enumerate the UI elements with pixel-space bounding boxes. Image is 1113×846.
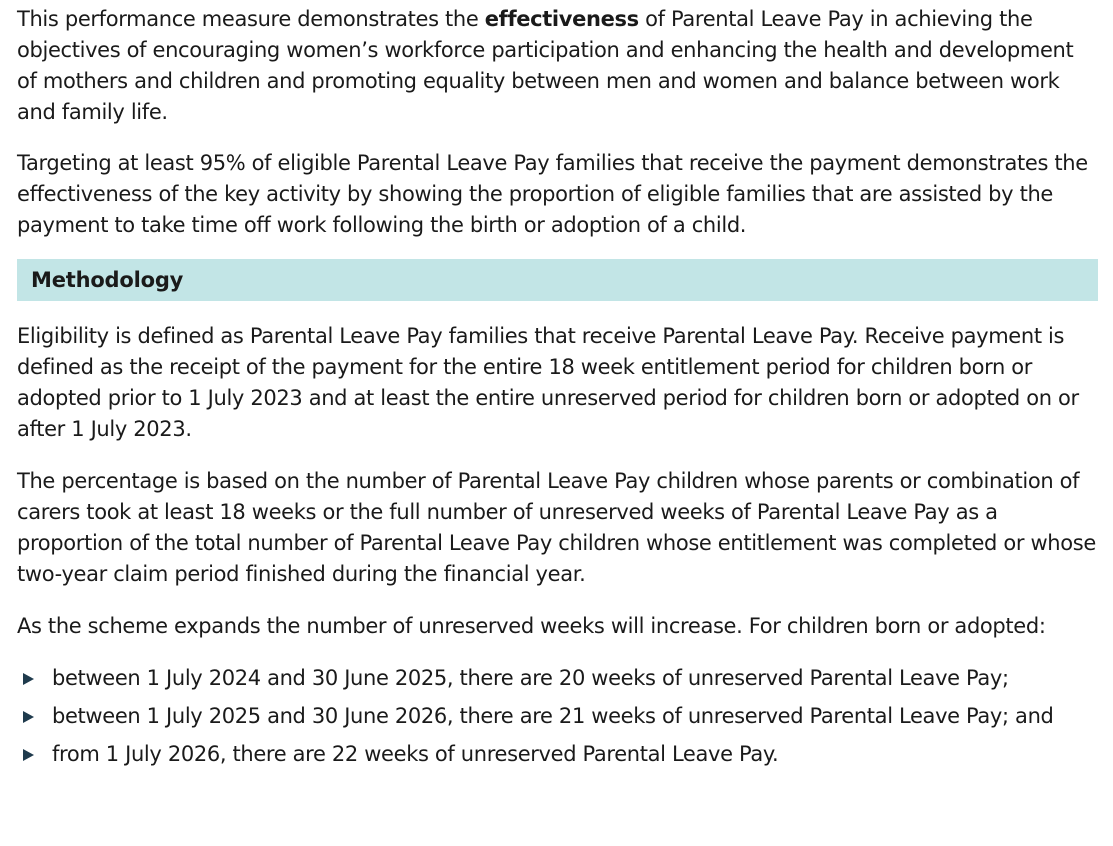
list-item-text: between 1 July 2025 and 30 June 2026, there are 21 weeks of unreserved Parental Leave Pay; and [52,704,1054,728]
list-item-text: from 1 July 2026, there are 22 weeks of unreserved Parental Leave Pay. [52,742,779,766]
list-item [17,739,1098,770]
intro-paragraph [17,4,1098,128]
triangle-bullet-icon [23,673,34,685]
triangle-bullet-icon [23,749,34,761]
methodology-heading: Methodology [17,259,1098,301]
targeting-paragraph: Targeting at least 95% of eligible Parental Leave Pay families that receive the payment demonstrates the effectiveness of the key activity by showing the proportion of eligible families that are assisted by the payment to take time off work following the birth or adoption of a child. [17,151,1088,237]
intro-text-end: of Parental Leave Pay in achieving the objectives of encouraging women’s workforce participation and enhancing the health and development of mothers and children and promoting equality between men and women and balance between work and family life. [17,7,1074,124]
percentage-paragraph: The percentage is based on the number of Parental Leave Pay children whose parents or combination of carers took at least 18 weeks or the full number of unreserved weeks of Parental Leave Pay as a proportion of the total number of Parental Leave Pay children whose entitlement was completed or whose two-year claim period finished during the financial year. [17,469,1096,586]
list-item [17,663,1098,694]
intro-bold-term: effectiveness [484,7,639,31]
scheme-expands-paragraph: As the scheme expands the number of unreserved weeks will increase. For children born or adopted: [17,614,1046,638]
unreserved-weeks-list [17,663,1098,770]
list-item [17,701,1098,732]
eligibility-paragraph: Eligibility is defined as Parental Leave Pay families that receive Parental Leave Pay. Receive payment is defined as the receipt of the payment for the entire 18 week entitlement period for children born or adopted prior to 1 July 2023 and at least the entire unreserved period for children born or adopted on or after 1 July 2023. [17,324,1079,441]
intro-text-start: This performance measure demonstrates the [17,7,485,31]
triangle-bullet-icon [23,711,34,723]
list-item-text: between 1 July 2024 and 30 June 2025, there are 20 weeks of unreserved Parental Leave Pay; [52,666,1009,690]
